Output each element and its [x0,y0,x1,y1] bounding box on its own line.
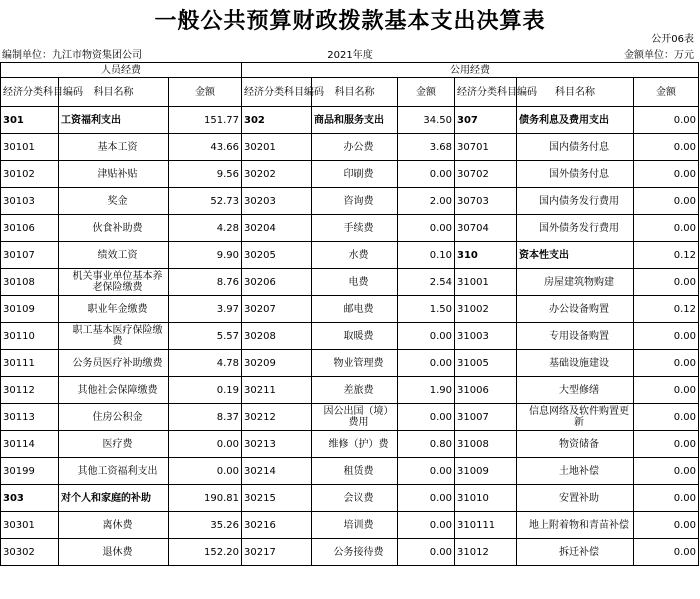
account-name: 地上附着物和青苗补偿 [517,512,634,539]
amount-cell: 0.00 [634,404,699,431]
col-name-3: 科目名称 [517,78,634,107]
account-name: 培训费 [312,512,398,539]
account-code: 30114 [1,431,59,458]
account-name: 住房公积金 [59,404,169,431]
account-code: 30216 [242,512,312,539]
table-row [1,107,699,134]
account-code: 303 [1,485,59,512]
amount-cell: 3.68 [398,134,455,161]
account-code: 30206 [242,269,312,296]
account-name: 基本工资 [59,134,169,161]
amount-cell: 0.00 [398,161,455,188]
col-code-2: 经济分类科目编码 [242,78,312,107]
table-row [1,323,699,350]
amount-cell: 0.00 [169,431,242,458]
amount-cell: 0.00 [634,107,699,134]
account-code: 31001 [455,269,517,296]
table-row [1,539,699,566]
account-code: 30703 [455,188,517,215]
amount-cell: 0.00 [398,215,455,242]
account-name: 信息网络及软件购置更新 [517,404,634,431]
account-code: 30204 [242,215,312,242]
account-name: 医疗费 [59,431,169,458]
table-row [1,215,699,242]
table-row [1,350,699,377]
account-code: 30107 [1,242,59,269]
account-code: 30203 [242,188,312,215]
account-code: 31003 [455,323,517,350]
amount-cell: 0.10 [398,242,455,269]
account-code: 30109 [1,296,59,323]
expenditure-table [0,62,699,566]
account-code: 31005 [455,350,517,377]
amount-cell: 0.00 [634,431,699,458]
account-code: 30113 [1,404,59,431]
col-amount-1: 金额 [169,78,242,107]
account-code: 30201 [242,134,312,161]
account-code: 30702 [455,161,517,188]
section-public: 公用经费 [242,63,699,78]
account-code: 302 [242,107,312,134]
amount-cell: 1.90 [398,377,455,404]
account-code: 31008 [455,431,517,458]
account-code: 30208 [242,323,312,350]
account-name: 债务利息及费用支出 [517,107,634,134]
amount-cell: 0.00 [634,269,699,296]
account-name: 商品和服务支出 [312,107,398,134]
account-name: 办公费 [312,134,398,161]
amount-cell: 34.50 [398,107,455,134]
account-code: 30301 [1,512,59,539]
amount-cell: 0.00 [169,458,242,485]
account-name: 对个人和家庭的补助 [59,485,169,512]
account-code: 30202 [242,161,312,188]
account-code: 30207 [242,296,312,323]
account-name: 差旅费 [312,377,398,404]
account-name: 维修（护）费 [312,431,398,458]
account-code: 31009 [455,458,517,485]
account-name: 物业管理费 [312,350,398,377]
account-code: 30217 [242,539,312,566]
table-row [1,458,699,485]
amount-cell: 8.76 [169,269,242,296]
account-name: 公务员医疗补助缴费 [59,350,169,377]
account-code: 30110 [1,323,59,350]
account-name: 安置补助 [517,485,634,512]
account-name: 拆迁补偿 [517,539,634,566]
account-code: 31007 [455,404,517,431]
account-code: 30302 [1,539,59,566]
org-label: 编制单位：九江市物资集团公司 [2,50,142,61]
amount-cell: 43.66 [169,134,242,161]
amount-cell: 0.00 [634,161,699,188]
account-name: 奖金 [59,188,169,215]
account-name: 公务接待费 [312,539,398,566]
account-code: 30215 [242,485,312,512]
amount-cell: 152.20 [169,539,242,566]
amount-cell: 0.12 [634,242,699,269]
account-name: 办公设备购置 [517,296,634,323]
account-name: 租赁费 [312,458,398,485]
account-name: 职业年金缴费 [59,296,169,323]
table-row [1,242,699,269]
table-row [1,296,699,323]
amount-cell: 190.81 [169,485,242,512]
section-personnel: 人员经费 [1,63,242,78]
amount-cell: 2.54 [398,269,455,296]
account-code: 30213 [242,431,312,458]
account-name: 绩效工资 [59,242,169,269]
amount-cell: 9.56 [169,161,242,188]
account-name: 国内债务付息 [517,134,634,161]
account-code: 30209 [242,350,312,377]
account-code: 310 [455,242,517,269]
account-name: 基础设施建设 [517,350,634,377]
account-name: 邮电费 [312,296,398,323]
account-name: 资本性支出 [517,242,634,269]
account-name: 取暖费 [312,323,398,350]
account-code: 30701 [455,134,517,161]
account-name: 电费 [312,269,398,296]
amount-cell: 52.73 [169,188,242,215]
account-name: 专用设备购置 [517,323,634,350]
account-name: 咨询费 [312,188,398,215]
account-name: 其他工资福利支出 [59,458,169,485]
table-row [1,512,699,539]
amount-unit: 金额单位：万元 [624,50,694,61]
table-row [1,404,699,431]
amount-cell: 0.00 [634,188,699,215]
amount-cell: 0.00 [634,134,699,161]
account-code: 30211 [242,377,312,404]
amount-cell: 4.78 [169,350,242,377]
amount-cell: 2.00 [398,188,455,215]
account-name: 大型修缮 [517,377,634,404]
amount-cell: 0.00 [634,215,699,242]
account-name: 机关事业单位基本养老保险缴费 [59,269,169,296]
account-code: 30214 [242,458,312,485]
account-code: 30108 [1,269,59,296]
account-code: 30111 [1,350,59,377]
section-header-row [1,63,699,78]
fiscal-year: 2021年度 [327,50,373,61]
account-code: 30212 [242,404,312,431]
table-row [1,377,699,404]
account-name: 退休费 [59,539,169,566]
account-name: 手续费 [312,215,398,242]
amount-cell: 4.28 [169,215,242,242]
account-name: 国内债务发行费用 [517,188,634,215]
account-name: 房屋建筑物购建 [517,269,634,296]
account-name: 会议费 [312,485,398,512]
account-name: 伙食补助费 [59,215,169,242]
account-name: 国外债务付息 [517,161,634,188]
account-code: 30704 [455,215,517,242]
account-name: 土地补偿 [517,458,634,485]
account-code: 30101 [1,134,59,161]
table-row [1,134,699,161]
amount-cell: 9.90 [169,242,242,269]
amount-cell: 0.00 [398,323,455,350]
amount-cell: 0.00 [398,539,455,566]
amount-cell: 0.00 [398,458,455,485]
account-name: 离休费 [59,512,169,539]
amount-cell: 0.00 [634,539,699,566]
col-name-1: 科目名称 [59,78,169,107]
table-row [1,188,699,215]
account-name: 其他社会保障缴费 [59,377,169,404]
report-title: 一般公共预算财政拨款基本支出决算表 [154,8,546,34]
amount-cell: 0.00 [398,485,455,512]
col-code-1: 经济分类科目编码 [1,78,59,107]
account-code: 310111 [455,512,517,539]
account-code: 31012 [455,539,517,566]
amount-cell: 0.00 [398,350,455,377]
amount-cell: 0.00 [398,404,455,431]
amount-cell: 0.12 [634,296,699,323]
account-name: 职工基本医疗保险缴费 [59,323,169,350]
amount-cell: 0.00 [634,485,699,512]
col-name-2: 科目名称 [312,78,398,107]
account-name: 工资福利支出 [59,107,169,134]
amount-cell: 5.57 [169,323,242,350]
account-code: 30103 [1,188,59,215]
amount-cell: 1.50 [398,296,455,323]
account-code: 31002 [455,296,517,323]
amount-cell: 0.80 [398,431,455,458]
account-name: 因公出国（境）费用 [312,404,398,431]
account-code: 30199 [1,458,59,485]
account-code: 30102 [1,161,59,188]
amount-cell: 151.77 [169,107,242,134]
account-code: 30205 [242,242,312,269]
account-name: 物资储备 [517,431,634,458]
table-row [1,269,699,296]
col-code-3: 经济分类科目编码 [455,78,517,107]
amount-cell: 0.00 [634,323,699,350]
account-code: 31006 [455,377,517,404]
amount-cell: 0.00 [634,512,699,539]
table-row [1,485,699,512]
amount-cell: 8.37 [169,404,242,431]
amount-cell: 0.00 [634,350,699,377]
form-code: 公开06表 [651,34,694,45]
col-amount-3: 金额 [634,78,699,107]
amount-cell: 0.00 [634,458,699,485]
account-code: 307 [455,107,517,134]
account-code: 30106 [1,215,59,242]
amount-cell: 0.19 [169,377,242,404]
amount-cell: 3.97 [169,296,242,323]
account-code: 30112 [1,377,59,404]
column-header-row [1,78,699,107]
account-name: 国外债务发行费用 [517,215,634,242]
table-row [1,161,699,188]
account-code: 31010 [455,485,517,512]
amount-cell: 35.26 [169,512,242,539]
col-amount-2: 金额 [398,78,455,107]
account-code: 301 [1,107,59,134]
account-name: 印刷费 [312,161,398,188]
amount-cell: 0.00 [398,512,455,539]
account-name: 津贴补贴 [59,161,169,188]
account-name: 水费 [312,242,398,269]
table-row [1,431,699,458]
amount-cell: 0.00 [634,377,699,404]
